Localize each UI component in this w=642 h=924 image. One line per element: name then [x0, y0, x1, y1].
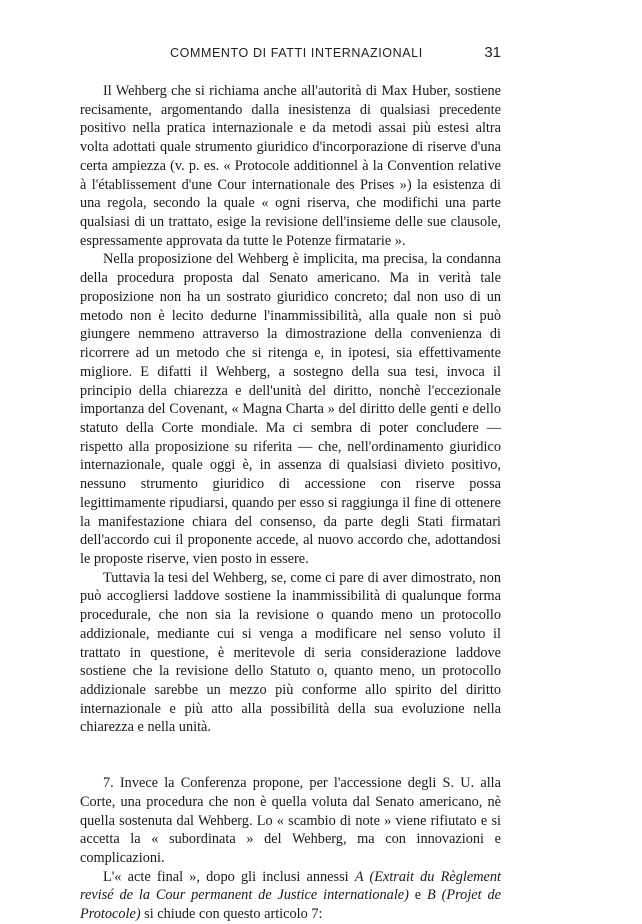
- paragraph-acte-final: [80, 868, 501, 924]
- page-number: 31: [484, 44, 501, 61]
- annex-b-title: B (Projet de Protocole): [80, 887, 501, 923]
- paragraph-proposizione: Nella proposizione del Wehberg è implicita, ma precisa, la condanna della procedura proposta dal Senato americano. Ma in verità tale proposizione non ha un sostrato giuridico concreto; dal non uso di un metodo non è lecito dedurne l'inammissibilità, alla quale non si può giungere nemmeno attraverso la dimostrazione della convenienza di ricorrere ad un metodo che si ritenga e, in ipotesi, sia effettivamente migliore. E difatti il Wehberg, a sostegno della sua tesi, invoca il principio della chiarezza e dell'unità del diritto, nonchè l'eccezionale importanza del Covenant, « Magna Charta » del diritto delle genti e dello statuto della Corte mondiale. Ma ci sembra di poter concludere — rispetto alla proposizione su riferita — che, nell'ordinamento giuridico internazionale, quale oggi è, in assenza di qualsiasi divieto positivo, nessuno strumento giuridico di accessione con riserve possa legittimamente ripudiarsi, quando per esso si raggiunga il fine di ottenere la manifestazione chiara del consenso, da parte degli Stati firmatari dell'accordo cui il proponente accede, al nuovo accordo che, adottandosi le proposte riserve, vien posto in essere.: [80, 251, 501, 567]
- paragraph-wehberg-huber: Il Wehberg che si richiama anche all'autorità di Max Huber, sostiene recisamente, argomentando dalla inesistenza di qualsiasi precedente positivo nella pratica internazionale e da metodi assai più estesi altra volta adottati quale strumento giuridico d'incorporazione di riserve d'una certa ampiezza (v. p. es. « Protocole additionnel à la Convention relative à l'établissement d'une Cour internationale des Prises ») la esistenza di una regola, secondo la quale « ogni riserva, che modifichi una parte qualsiasi di un trattato, esige la revisione dell'insieme delle sue clausole, espressamente approvata da tutte le Potenze firmatarie ».: [80, 83, 501, 249]
- acte-final-text-2: e: [408, 887, 428, 904]
- page-header: [80, 46, 501, 66]
- paragraph-section-7: 7. Invece la Conferenza propone, per l'accessione degli S. U. alla Corte, una procedura che non è quella voluta dal Senato americano, nè quella sostenuta dal Wehberg. Lo « scambio di note » viene rifiutato e si accetta la « subordinata » del Wehberg, ma con innovazioni e complicazioni.: [80, 775, 501, 867]
- section-gap: [80, 737, 501, 774]
- annex-a-title: A (Extrait du Règlement revisé de la Cour permanent de Justice internationale): [80, 868, 501, 904]
- acte-final-text-3: si chiude con questo articolo 7:: [140, 906, 323, 923]
- paragraph-tuttavia: Tuttavia la tesi del Wehberg, se, come ci pare di aver dimostrato, non può accogliersi laddove sostiene la inammissibilità di qualunque forma procedurale, che non sia la revisione o quando meno un protocollo addizionale, mediante cui si venga a modificare nel senso voluto il trattato in questione, è meritevole di seria considerazione laddove sostiene che la revisione dello Statuto o, quanto meno, un protocollo addizionale sarebbe un mezzo più conforme allo spirito del diritto internazionale e più atto alla possibilità della sua evoluzione nella chiarezza e nella unità.: [80, 569, 501, 736]
- running-head: COMMENTO DI FATTI INTERNAZIONALI: [170, 46, 423, 60]
- acte-final-text-1: L'« acte final », dopo gli inclusi annessi: [103, 868, 355, 885]
- body-text: [80, 82, 501, 924]
